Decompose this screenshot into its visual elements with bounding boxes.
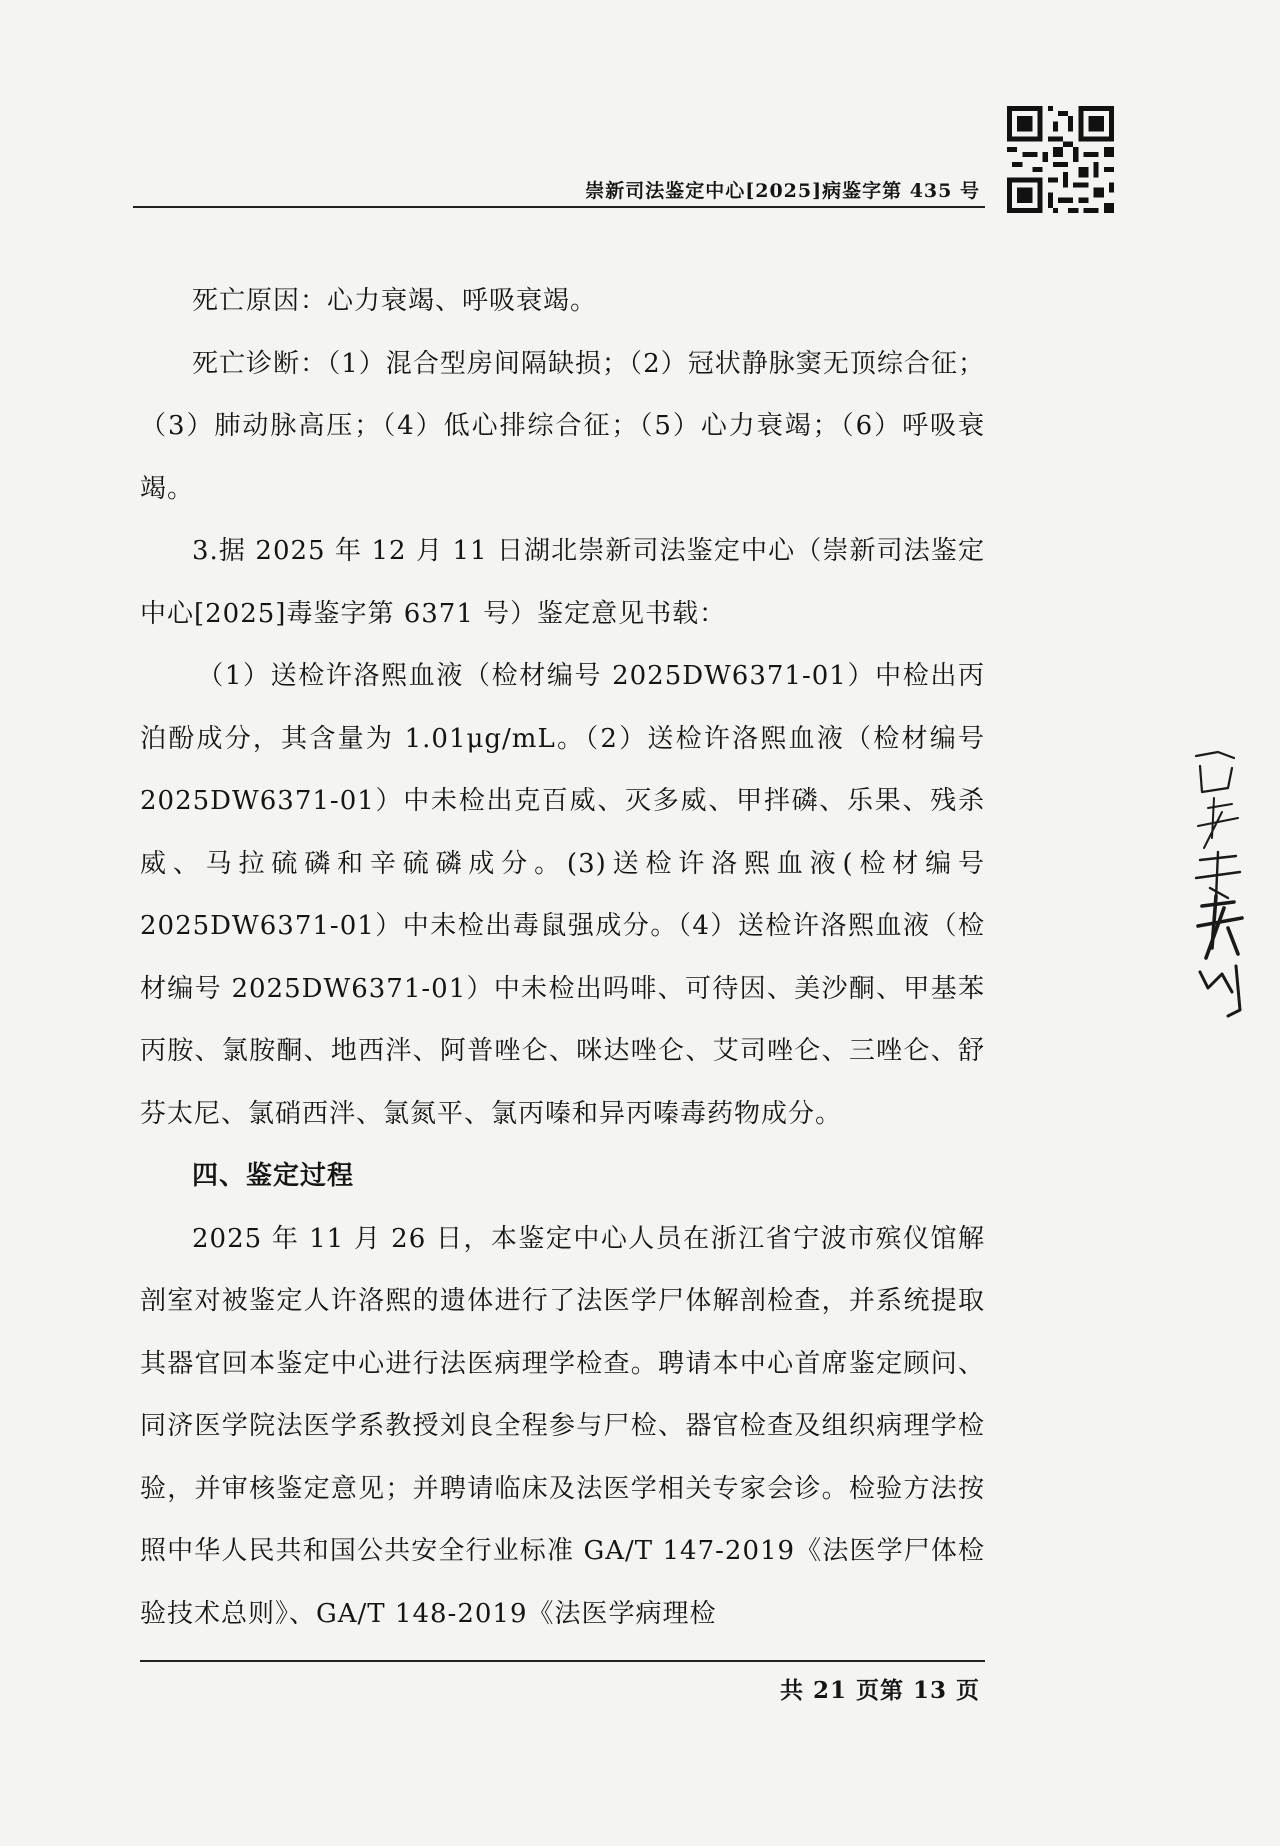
footer-divider	[140, 1660, 985, 1662]
toxicology-findings-paragraph: （1）送检许洛熙血液（检材编号 2025DW6371-01）中检出丙泊酚成分，其含量为 1.01μg/mL。（2）送检许洛熙血液（检材编号 2025DW6371-01）中未检出克百威、灭多威、甲拌磷、乐果、残杀威、马拉硫磷和辛硫磷成分。(3)送检许洛熙血液(检材编号 2025DW6371-01）中未检出毒鼠强成分。（4）送检许洛熙血液（检材编号 2025DW6371-01）中未检出吗啡、可待因、美沙酮、甲基苯丙胺、氯胺酮、地西泮、阿普唑仑、咪达唑仑、艾司唑仑、三唑仑、舒芬太尼、氯硝西泮、氯氮平、氯丙嗪和异丙嗪毒药物成分。	[140, 661, 985, 1129]
section-heading-appraisal-process: 四、鉴定过程	[192, 1161, 355, 1191]
document-reference-number: 崇新司法鉴定中心[2025]病鉴字第 435 号	[585, 180, 980, 202]
page-number: 共 21 页第 13 页	[779, 1677, 980, 1704]
handwritten-signature	[1188, 748, 1248, 1018]
document-body	[140, 270, 985, 1645]
death-diagnosis-paragraph: 死亡诊断：（1）混合型房间隔缺损；（2）冠状静脉窦无顶综合征；（3）肺动脉高压；（4）低心排综合征；（5）心力衰竭；（6）呼吸衰竭。	[140, 348, 985, 504]
toxicology-report-intro: 3.据 2025 年 12 月 11 日湖北崇新司法鉴定中心（崇新司法鉴定中心[2025]毒鉴字第 6371 号）鉴定意见书载：	[140, 536, 985, 629]
cause-of-death-paragraph: 死亡原因：心力衰竭、呼吸衰竭。	[192, 286, 598, 316]
qr-code-icon	[1007, 106, 1114, 213]
appraisal-process-paragraph: 2025 年 11 月 26 日，本鉴定中心人员在浙江省宁波市殡仪馆解剖室对被鉴定人许洛熙的遗体进行了法医学尸体解剖检查，并系统提取其器官回本鉴定中心进行法医病理学检查。聘请本中心首席鉴定顾问、同济医学院法医学系教授刘良全程参与尸检、器官检查及组织病理学检验，并审核鉴定意见；并聘请临床及法医学相关专家会诊。检验方法按照中华人民共和国公共安全行业标准 GA/T 147-2019《法医学尸体检验技术总则》、GA/T 148-2019《法医学病理检	[140, 1223, 985, 1629]
header-divider	[133, 206, 985, 208]
